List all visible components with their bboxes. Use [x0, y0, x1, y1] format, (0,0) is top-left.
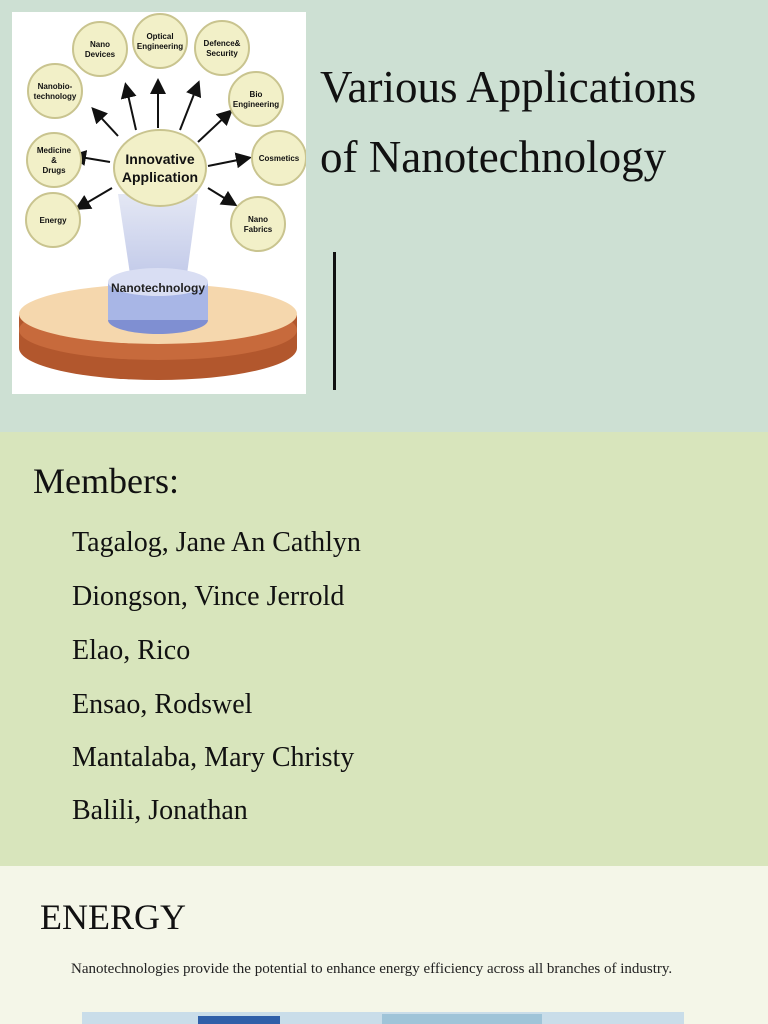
application-node	[28, 64, 82, 118]
application-node	[229, 72, 283, 126]
slide-energy	[0, 866, 768, 1024]
member-name: Ensao, Rodswel	[72, 689, 253, 720]
member-name: Balili, Jonathan	[72, 795, 248, 826]
nanotech-applications-diagram	[12, 12, 306, 394]
sky-shape	[382, 1014, 542, 1024]
center-node	[114, 130, 206, 206]
center-label-line: Application	[121, 169, 199, 185]
solar-panel-shape	[198, 1016, 280, 1024]
application-node-label: technology	[33, 92, 77, 101]
application-node-label: &	[51, 156, 57, 165]
application-node-label: Medicine	[36, 146, 72, 155]
application-node	[133, 14, 187, 68]
members-heading: Members:	[33, 461, 179, 501]
application-node-label: Nanobio-	[37, 82, 73, 91]
application-node-label: Energy	[39, 216, 67, 225]
title-line-2: of Nanotechnology	[320, 132, 667, 182]
application-node-label: Optical	[146, 32, 174, 41]
center-label-line: Innovative	[125, 151, 195, 167]
vertical-divider	[333, 252, 336, 390]
application-node	[195, 21, 249, 75]
energy-paragraph: Nanotechnologies provide the potential to enhance energy efficiency across all branches of industry.	[71, 961, 673, 977]
application-node-label: Nano	[248, 215, 268, 224]
application-node	[73, 22, 127, 76]
application-node-label: Security	[206, 49, 238, 58]
application-node-label: Engineering	[232, 100, 280, 109]
application-node-label: Fabrics	[243, 225, 273, 234]
application-node-label: Bio	[249, 90, 263, 99]
member-name: Mantalaba, Mary Christy	[72, 742, 355, 773]
slide-title	[0, 0, 768, 432]
energy-heading: ENERGY	[40, 897, 186, 937]
slide-members	[0, 432, 768, 866]
member-name: Diongson, Vince Jerrold	[72, 581, 345, 612]
application-node	[231, 197, 285, 251]
base-label: Nanotechnology	[110, 281, 206, 295]
application-node-label: Engineering	[136, 42, 184, 51]
application-node-label: Cosmetics	[258, 154, 300, 163]
application-node-label: Drugs	[42, 166, 66, 175]
title-line-1: Various Applications	[320, 62, 697, 112]
member-name: Elao, Rico	[72, 635, 191, 666]
member-name: Tagalog, Jane An Cathlyn	[72, 527, 361, 558]
application-node-label: Nano	[90, 40, 110, 49]
application-node-label: Devices	[84, 50, 116, 59]
energy-image	[82, 1012, 684, 1024]
slide-title-text	[320, 52, 760, 192]
diagram-svg	[12, 12, 306, 394]
application-node-label: Defence&	[203, 39, 241, 48]
